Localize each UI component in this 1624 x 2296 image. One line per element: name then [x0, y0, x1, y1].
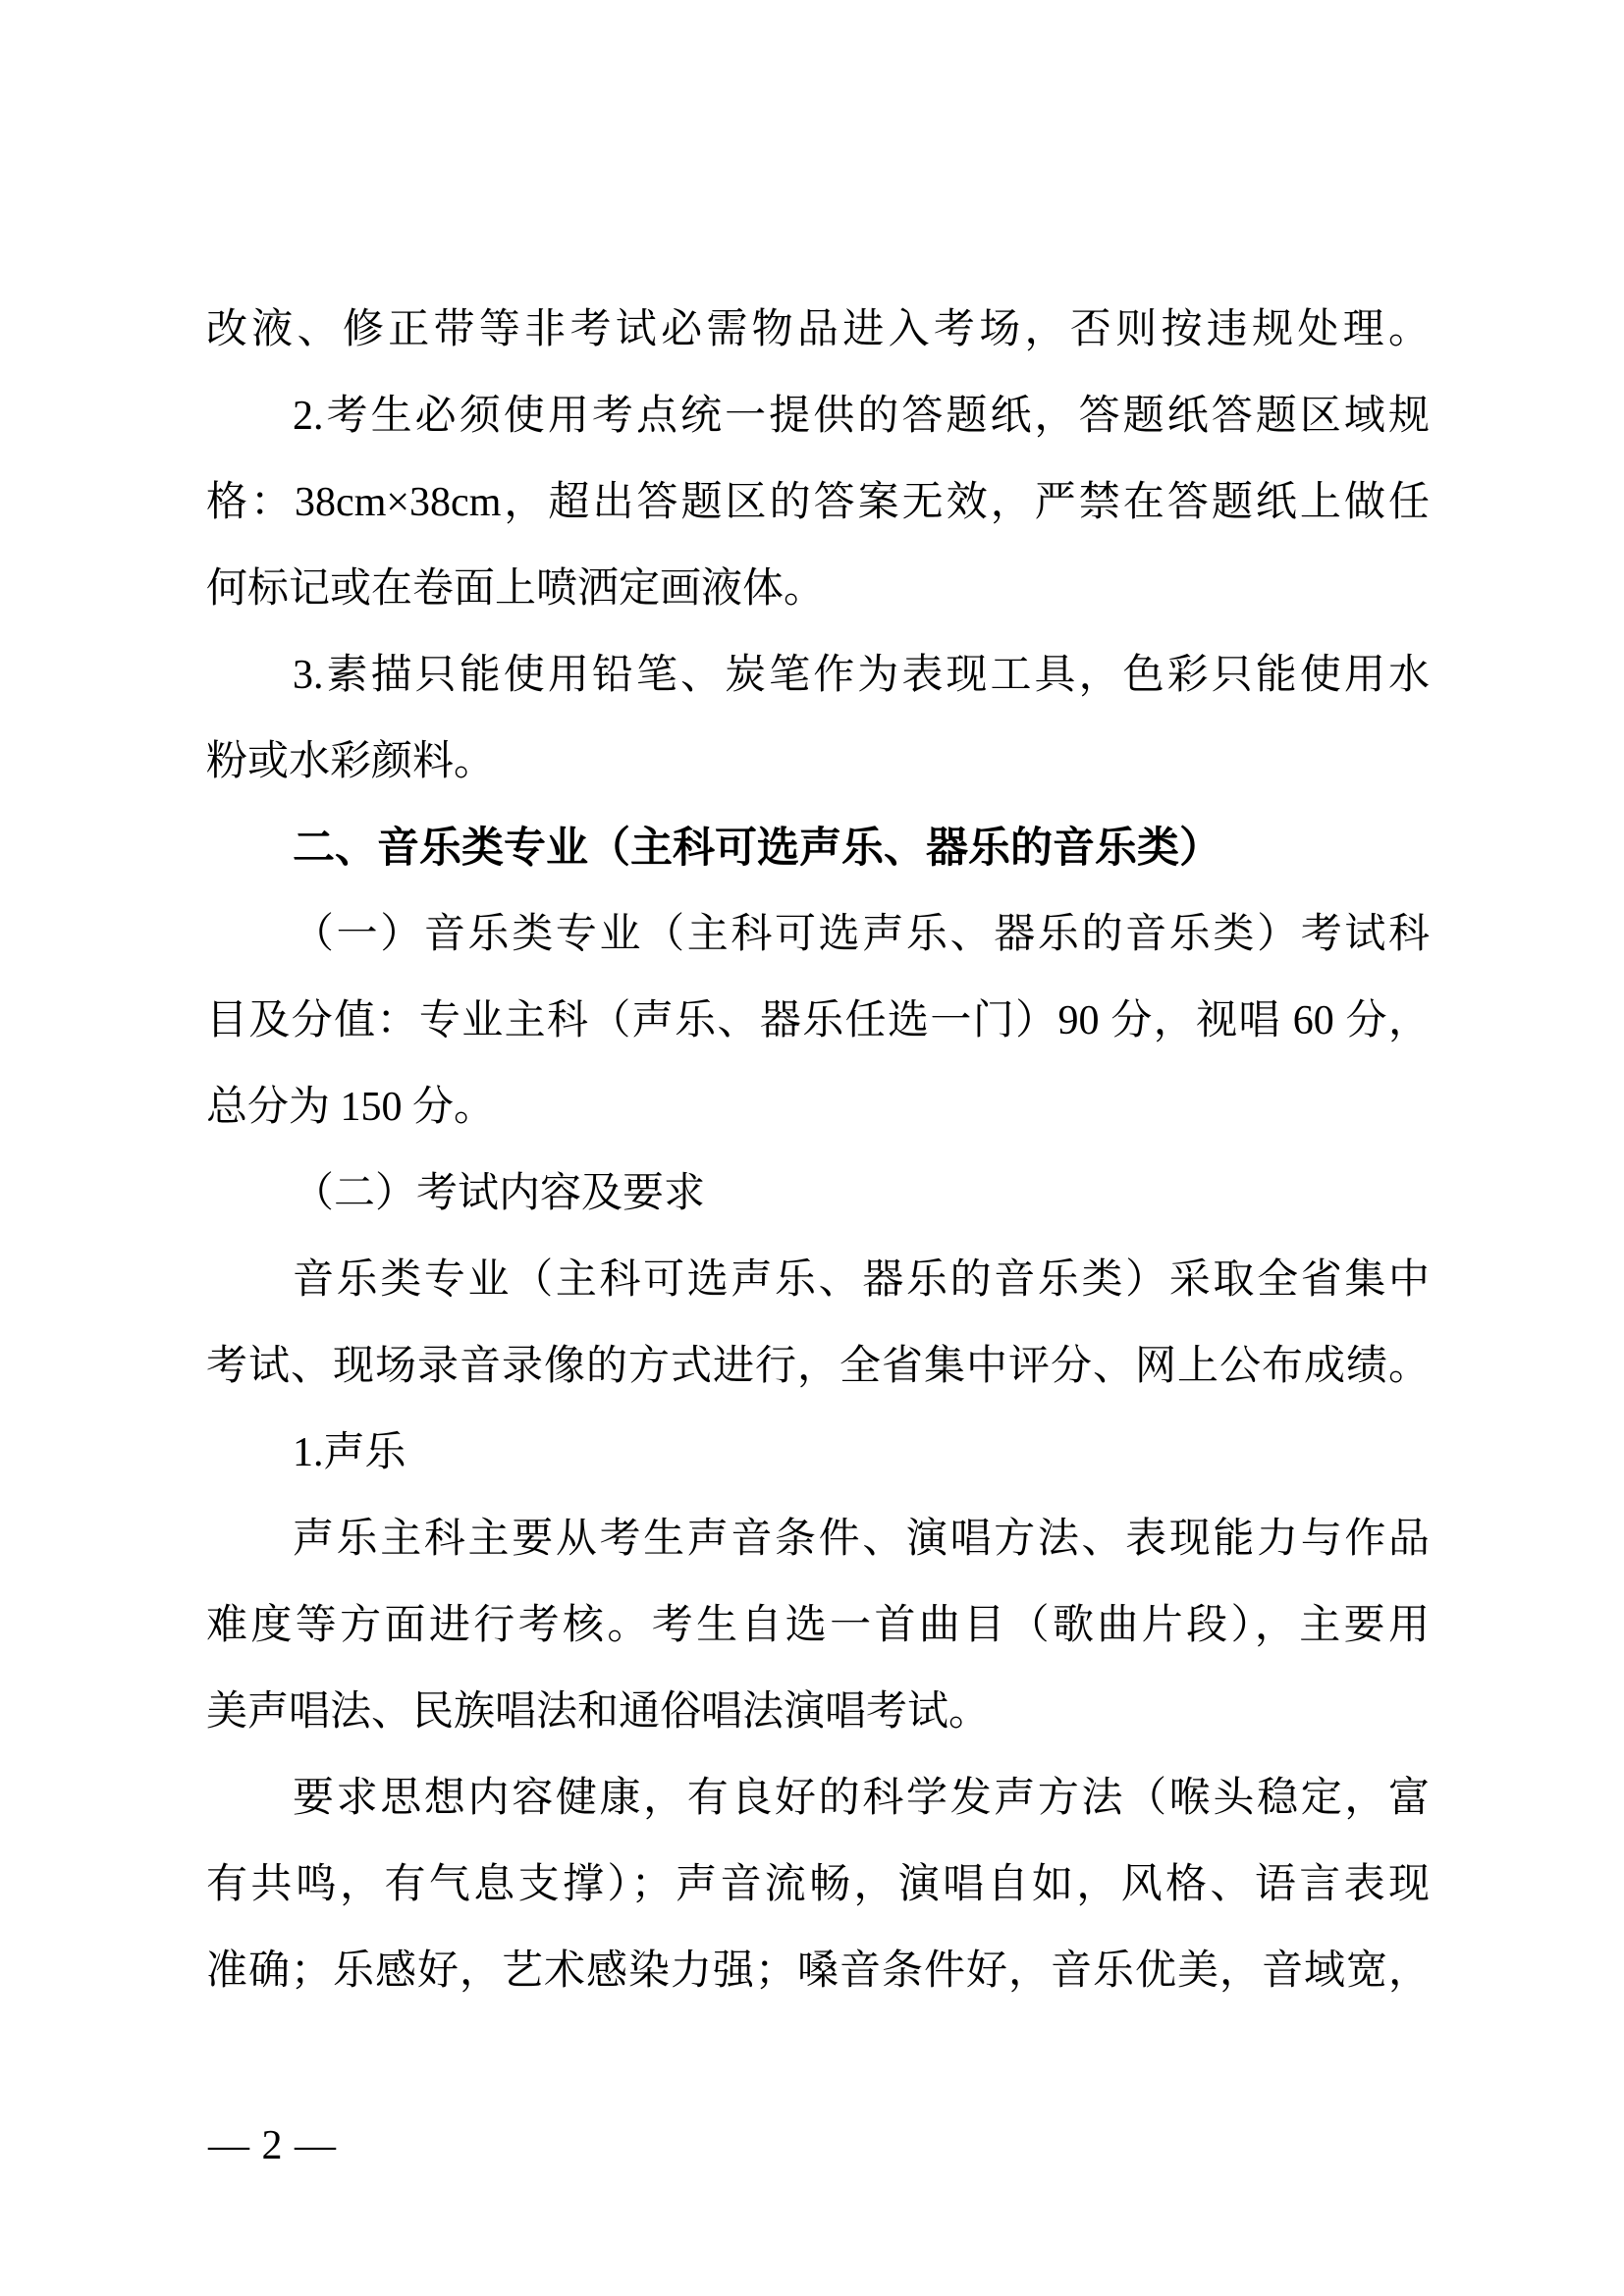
page-number: — 2 — — [208, 2123, 337, 2168]
text-line: 音乐类专业（主科可选声乐、器乐的音乐类）采取全省集中 — [293, 1257, 1430, 1303]
text-line: （一）音乐类专业（主科可选声乐、器乐的音乐类）考试科 — [293, 912, 1430, 957]
sub-heading: （二）考试内容及要求 — [293, 1171, 706, 1216]
text-line: 声乐主科主要从考生声音条件、演唱方法、表现能力与作品 — [293, 1517, 1430, 1562]
text-line: 美声唱法、民族唱法和通俗唱法演唱考试。 — [206, 1689, 991, 1735]
text-line: 格：38cm×38cm，超出答题区的答案无效，严禁在答题纸上做任 — [206, 480, 1430, 525]
text-line: 准确；乐感好，艺术感染力强；嗓音条件好，音乐优美，音域宽， — [206, 1949, 1430, 1994]
text-line: 有共鸣，有气息支撑）；声音流畅，演唱自如，风格、语言表现 — [206, 1862, 1430, 1907]
text-line: 粉或水彩颜料。 — [206, 739, 496, 784]
sub-heading: 1.声乐 — [293, 1430, 406, 1475]
document-body — [206, 287, 1430, 2014]
text-line: 目及分值：专业主科（声乐、器乐任选一门）90 分，视唱 60 分， — [206, 998, 1430, 1043]
text-line: 3.素描只能使用铅笔、炭笔作为表现工具，色彩只能使用水 — [293, 653, 1430, 698]
text-line: 总分为 150 分。 — [206, 1085, 496, 1130]
text-line: 难度等方面进行考核。考生自选一首曲目（歌曲片段），主要用 — [206, 1603, 1430, 1648]
text-line: 2.考生必须使用考点统一提供的答题纸，答题纸答题区域规 — [293, 394, 1430, 439]
text-line: 何标记或在卷面上喷洒定画液体。 — [206, 566, 826, 612]
text-line: 改液、修正带等非考试必需物品进入考场，否则按违规处理。 — [206, 307, 1430, 352]
text-line: 要求思想内容健康，有良好的科学发声方法（喉头稳定，富 — [293, 1776, 1430, 1821]
section-heading: 二、音乐类专业（主科可选声乐、器乐的音乐类） — [293, 825, 1221, 872]
text-line: 考试、现场录音录像的方式进行，全省集中评分、网上公布成绩。 — [206, 1344, 1430, 1389]
